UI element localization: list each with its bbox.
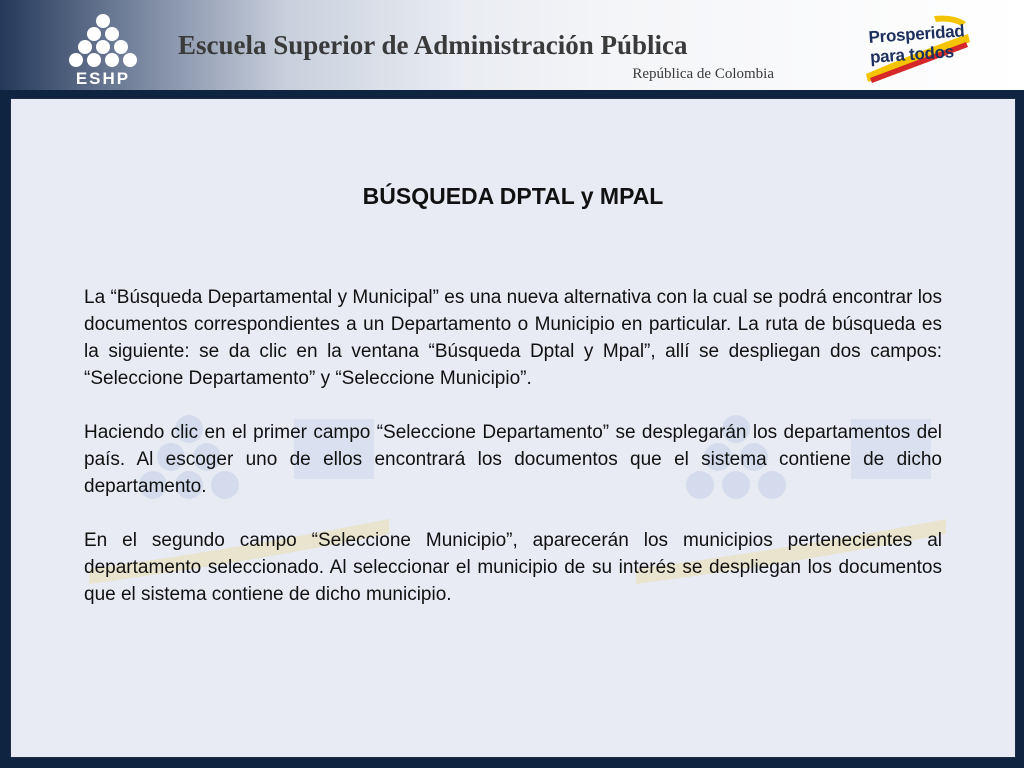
slide-body: [84, 284, 942, 635]
header-subtitle: República de Colombia: [632, 66, 774, 82]
paragraph-3: En el segundo campo “Seleccione Municipio”, aparecerán los municipios pertenecientes al departamento seleccionado. Al seleccionar el municipio de su interés se despliegan los documentos que el sistema contiene de dicho municipio.: [84, 530, 942, 605]
prosperidad-line1: Prosperidad: [868, 21, 965, 47]
paragraph-2: Haciendo clic en el primer campo “Seleccione Departamento” se desplegarán los departamentos del país. Al escoger uno de ellos encontrará los documentos que el sistema contiene de dicho departamento.: [84, 422, 942, 497]
prosperidad-line2: para todos: [869, 42, 955, 67]
eshp-logo-icon: [58, 12, 148, 88]
paragraph-1: La “Búsqueda Departamental y Municipal” es una nueva alternativa con la cual se podrá encontrar los documentos correspondientes a un Departamento o Municipio en particular. La ruta de búsqueda es la siguiente: se da clic en la ventana “Búsqueda Dptal y Mpal”, allí se despliegan dos campos: “Seleccione Departamento” y “Seleccione Municipio”.: [84, 287, 942, 389]
eshp-logo-text: ESHP: [75, 69, 131, 88]
slide-content-area: [10, 98, 1016, 758]
header-bar: [0, 0, 1024, 90]
slide-title: BÚSQUEDA DPTAL y MPAL: [362, 183, 664, 209]
header-title: Escuela Superior de Administración Pública: [178, 30, 688, 60]
prosperidad-logo-text: [868, 21, 966, 68]
